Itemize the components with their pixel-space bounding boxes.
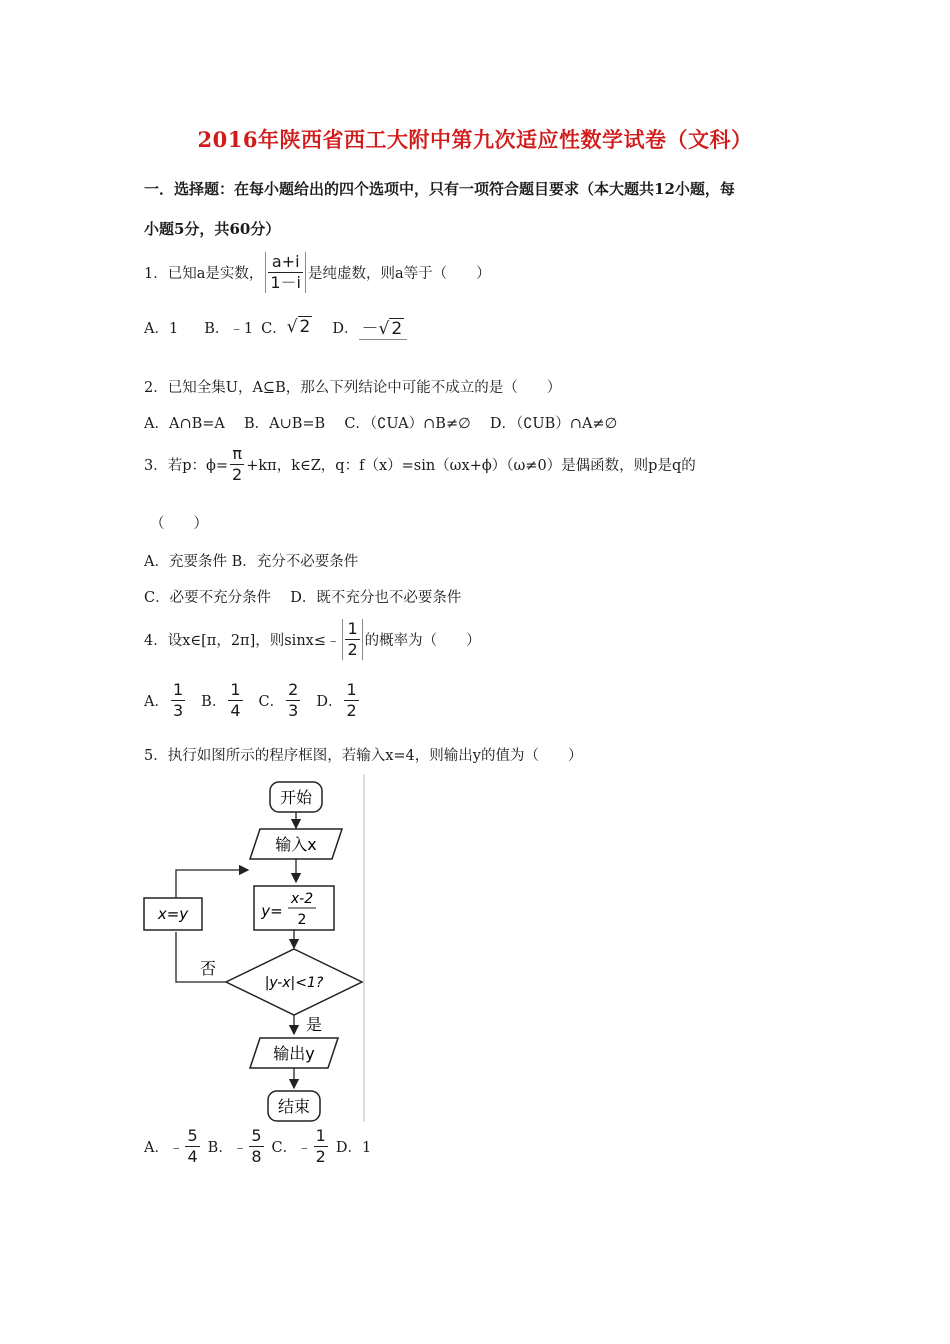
q5-option-d: D．1 — [335, 1140, 372, 1156]
q5-option-b-num: 5 — [251, 1126, 262, 1145]
q1-fraction — [265, 252, 306, 293]
q3-frac-numerator: π — [230, 444, 244, 465]
q4-option-a-num: 1 — [172, 680, 184, 699]
q1-suffix: 是纯虚数，则a等于（ ） — [308, 266, 491, 282]
q5-option-a — [185, 1126, 199, 1167]
question-3-paren: （ ） — [150, 516, 208, 532]
question-3-options-cd: C．必要不充分条件 D．既不充分也不必要条件 — [144, 590, 462, 606]
question-4-stem — [144, 619, 481, 660]
q1-option-c-sqrt: √ 2 — [286, 317, 311, 337]
q1-option-c-label: C． — [261, 320, 287, 337]
flow-assign-lhs: y= — [261, 902, 283, 920]
question-5-options — [144, 1126, 371, 1167]
flow-loop-back-arrow — [176, 870, 248, 898]
q4-fraction — [342, 619, 362, 660]
question-1-options — [144, 314, 407, 340]
flow-assign-num: x-2 — [290, 891, 314, 907]
flow-input-label: 输入x — [275, 835, 317, 854]
q1-frac-denominator: 1－i — [270, 273, 302, 292]
question-4-options — [144, 680, 361, 721]
q5-option-c-label: C．﹣ — [271, 1140, 312, 1156]
q5-option-a-den: 4 — [187, 1147, 198, 1166]
flow-assign-den: 2 — [297, 912, 307, 928]
flow-no-label: 否 — [199, 959, 217, 978]
q5-option-b-label: B．﹣ — [207, 1140, 248, 1156]
q4-frac-denominator: 2 — [347, 640, 358, 659]
q1-option-c-radicand: 2 — [299, 317, 311, 337]
q3-frac-denominator: 2 — [232, 465, 243, 484]
q4-option-a — [171, 680, 185, 721]
q4-option-d-den: 2 — [346, 701, 357, 720]
question-3-stem — [144, 444, 696, 485]
q5-option-b — [249, 1126, 263, 1167]
q1-option-d-label: D． — [332, 320, 359, 337]
q4-option-d — [344, 680, 358, 721]
question-3-options-ab: A．充要条件 B．充分不必要条件 — [144, 554, 359, 570]
q5-option-b-den: 8 — [251, 1147, 262, 1166]
q4-option-c-num: 2 — [288, 680, 299, 699]
q4-option-c-den: 3 — [288, 701, 299, 720]
q4-option-b-num: 1 — [230, 680, 241, 699]
question-2-stem: 2．已知全集U，A⊆B，那么下列结论中可能不成立的是（ ） — [144, 380, 562, 396]
q5-option-a-label: A．﹣ — [144, 1140, 184, 1156]
q4-frac-numerator: 1 — [347, 619, 358, 638]
q1-frac-numerator: a+i — [268, 252, 303, 273]
q5-option-c — [314, 1126, 328, 1167]
q1-option-b: B．﹣1 — [204, 320, 254, 337]
question-2-options: A．A∩B=A B．A∪B=B C．（∁UA）∩B≠∅ D．（∁UB）∩A≠∅ — [144, 416, 618, 432]
flow-loop-label: x=y — [157, 905, 189, 923]
q3-suffix: +kπ，k∈Z，q：f（x）=sin（ωx+ϕ）（ω≠0）是偶函数，则p是q的 — [246, 458, 696, 474]
flow-condition-label: |y-x|<1? — [264, 975, 324, 991]
q4-suffix: 的概率为（ ） — [364, 633, 481, 649]
q1-option-d-radicand: 2 — [391, 319, 403, 339]
q4-prefix: 4．设x∈[π，2π]，则sinx≤﹣ — [144, 633, 341, 649]
q1-option-d-value: －√ 2 — [359, 314, 408, 340]
q3-prefix: 3．若p：ϕ= — [144, 458, 229, 474]
section-header-line1: 一．选择题：在每小题给出的四个选项中，只有一项符合题目要求（本大题共12小题，每 — [144, 180, 735, 198]
section-header-line2: 小题5分，共60分） — [144, 220, 281, 238]
flow-output-label: 输出y — [273, 1044, 315, 1063]
q5-option-c-num: 1 — [315, 1126, 326, 1145]
q4-option-b-den: 4 — [230, 701, 241, 720]
q1-option-a: A．1 — [144, 320, 179, 337]
question-5-stem: 5．执行如图所示的程序框图，若输入x=4，则输出y的值为（ ） — [144, 748, 583, 764]
q5-option-a-num: 5 — [187, 1126, 198, 1145]
page-title: 2016年陕西省西工大附中第九次适应性数学试卷（文科） — [197, 127, 753, 152]
flow-end-label: 结束 — [277, 1097, 311, 1116]
q4-option-b-label: B． — [201, 694, 227, 710]
q4-option-a-label: A． — [144, 694, 169, 710]
q1-prefix: 1．已知a是实数， — [144, 266, 264, 282]
q4-option-d-label: D． — [316, 694, 343, 710]
q3-fraction — [230, 444, 244, 485]
q4-option-c — [286, 680, 300, 721]
q4-option-c-label: C． — [258, 694, 285, 710]
question-1-stem — [144, 252, 491, 293]
q4-option-a-den: 3 — [172, 701, 184, 720]
flowchart — [140, 772, 370, 1124]
q4-option-b — [228, 680, 242, 721]
flow-start-label: 开始 — [279, 788, 313, 807]
q1-option-d-sign: － — [361, 319, 379, 339]
flow-yes-label: 是 — [305, 1015, 323, 1034]
q5-option-c-den: 2 — [315, 1147, 326, 1166]
q4-option-d-num: 1 — [346, 680, 357, 699]
